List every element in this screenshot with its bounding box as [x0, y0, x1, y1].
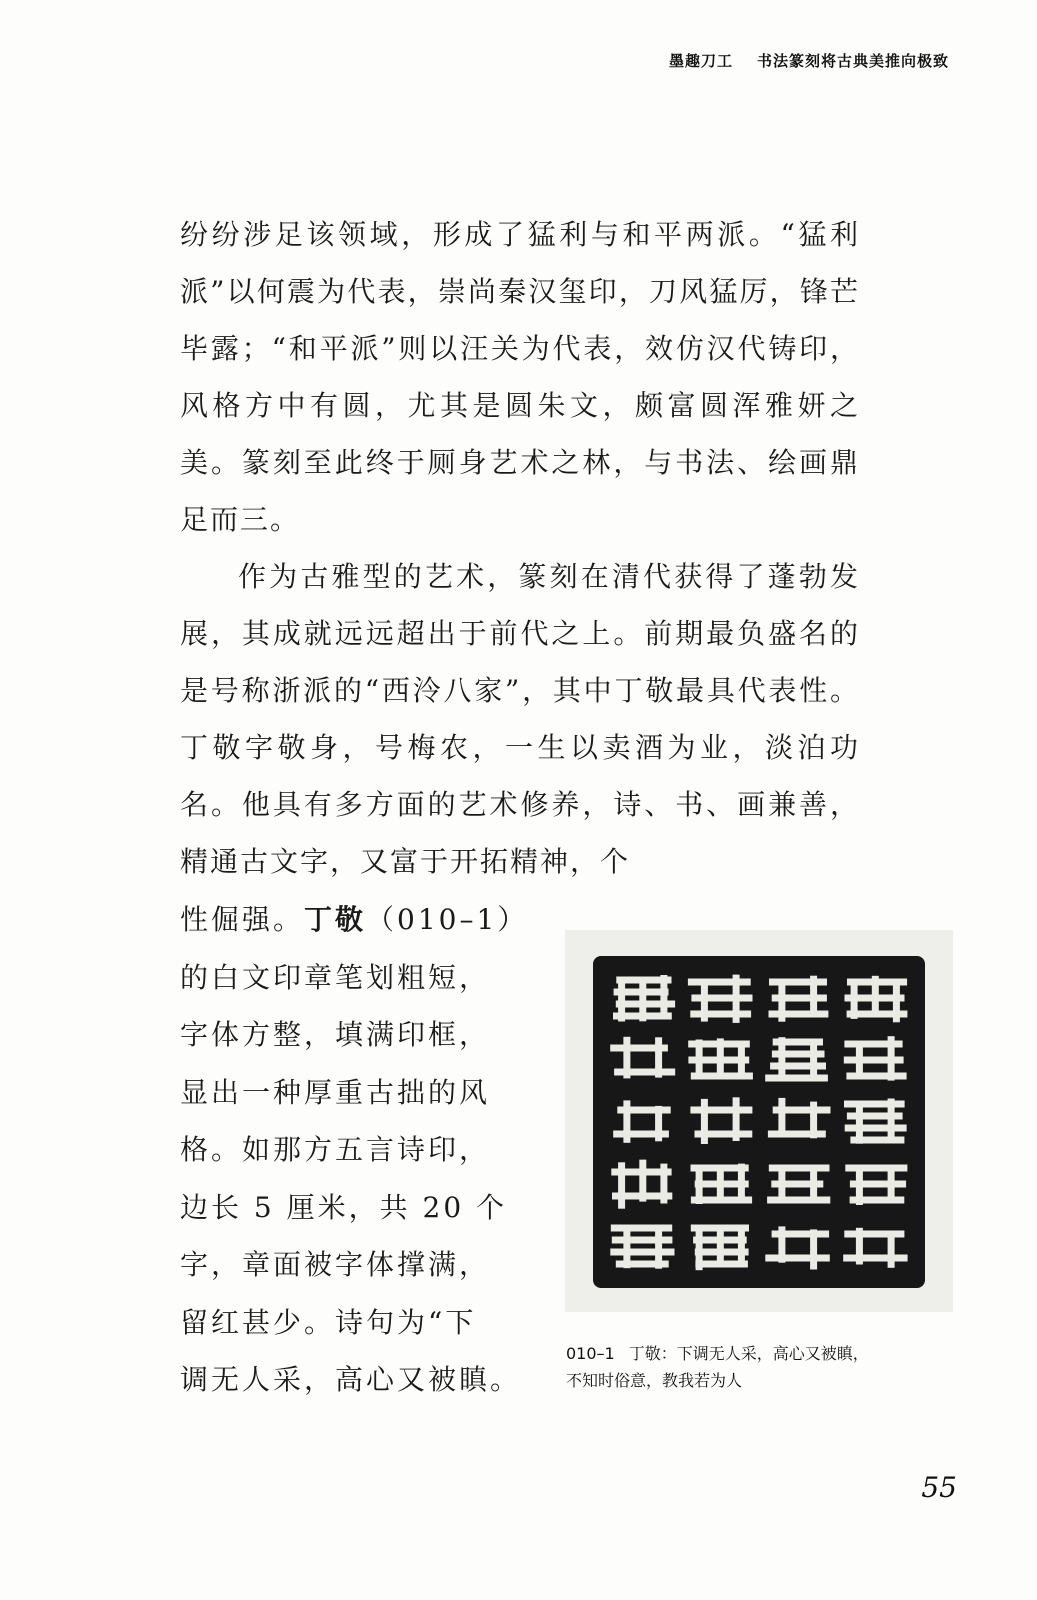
figure-reference: （010–1）: [366, 903, 529, 936]
page-number: 55: [921, 1471, 957, 1504]
seal-impression-image: [593, 956, 925, 1288]
figure-caption: [566, 1340, 976, 1394]
wrap-line-9: 调无人采，高心又被瞋。: [180, 1363, 522, 1396]
paragraph-1: 纷纷涉足该领域，形成了猛利与和平两派。“猛利派”以何震为代表，崇尚秦汉玺印，刀风猛厉，锋芒毕露；“和平派”则以汪关为代表，效仿汉代铸印，风格方中有圆，尤其是圆朱文，颇富圆浑雅妍之美。篆刻至此终于厕身艺术之林，与书法、绘画鼎足而三。: [180, 218, 860, 536]
seal-glyph: [769, 976, 829, 1022]
seal-glyph: [691, 1164, 753, 1204]
seal-glyph: [845, 1165, 907, 1206]
seal-glyph: [688, 1038, 753, 1079]
wrap-line-6: 边长 5 厘米，共 20 个: [180, 1190, 508, 1224]
header-section: 墨趣刀工: [668, 52, 733, 70]
body-text: [180, 206, 860, 890]
header-chapter: 书法篆刻将古典美推向极致: [756, 52, 949, 70]
wrap-line-1: [180, 891, 530, 949]
seal-glyph: [767, 1165, 830, 1204]
seal-glyph: [611, 1160, 672, 1209]
wrapped-paragraph: [180, 891, 530, 1409]
caption-number: 010–1: [566, 1344, 615, 1363]
caption-text-1: 丁敬：下调无人采，高心又被瞋，: [628, 1344, 869, 1363]
wrap-line-8: 留红甚少。诗句为“下: [180, 1305, 477, 1339]
running-header: [669, 50, 949, 71]
seal-glyph: [688, 975, 753, 1023]
wrap-line-5: 格。如那方五言诗印，: [180, 1133, 491, 1166]
caption-line-1: [566, 1340, 976, 1367]
wrap-line-4: 显出一种厚重古拙的风: [180, 1075, 491, 1109]
seal-figure: [565, 930, 953, 1312]
artist-name: 丁敬: [304, 903, 367, 936]
wrap-line-3: 字体方整，填满印框，: [180, 1018, 491, 1051]
paragraph-2: 作为古雅型的艺术，篆刻在清代获得了蓬勃发展，其成就远远超出于前代之上。前期最负盛名的是号称浙派的“西泠八家”，其中丁敬最具代表性。丁敬字敬身，号梅农，一生以卖酒为业，淡泊功名。他具有多方面的艺术修养，诗、书、画兼善，精通古文字，又富于开拓精神，个: [180, 560, 860, 878]
seal-glyph: [691, 1225, 749, 1271]
wrap-line-1-text: 性倔强。: [180, 903, 305, 936]
seal-glyph: [845, 976, 908, 1023]
caption-line-2: 不知时俗意，教我若为人: [566, 1371, 743, 1390]
seal-glyph: [613, 975, 675, 1022]
wrap-line-2: 的白文印章笔划粗短，: [180, 960, 491, 994]
seal-glyph: [844, 1036, 907, 1080]
wrap-line-7: 字，章面被字体撑满，: [180, 1248, 491, 1281]
